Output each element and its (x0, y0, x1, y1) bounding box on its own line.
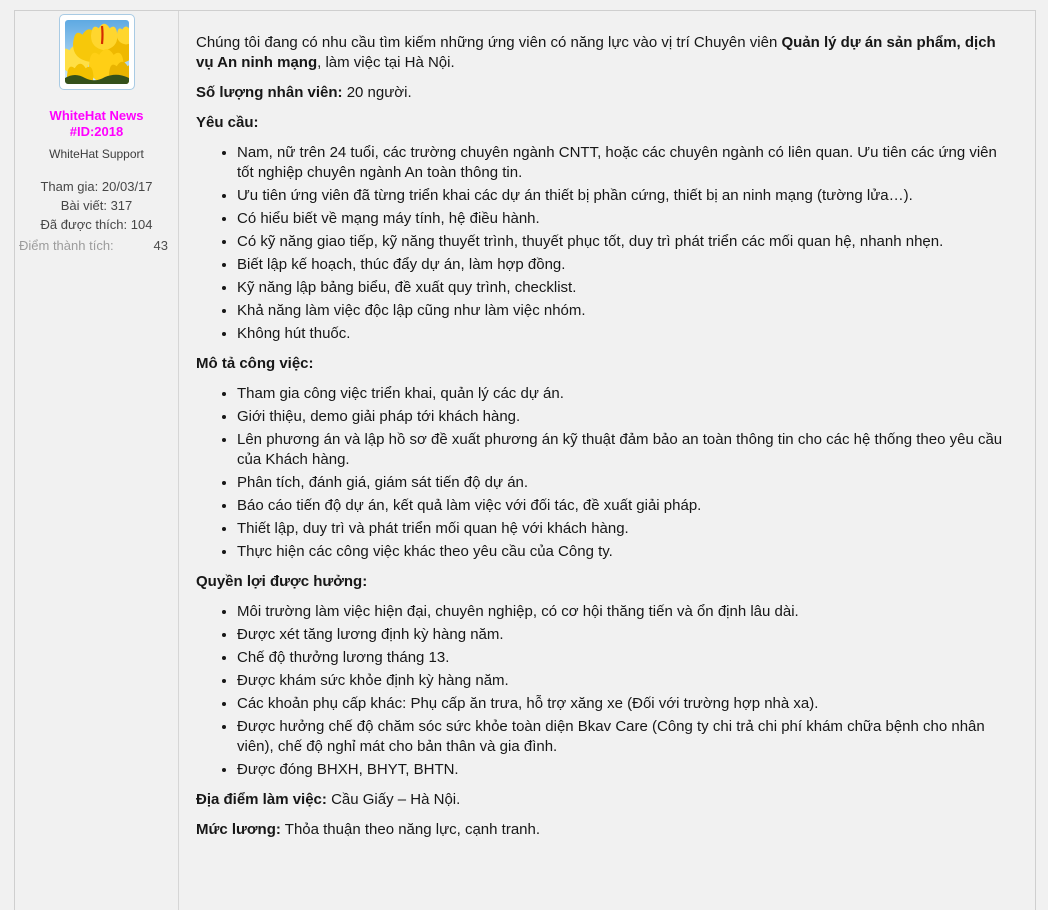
stat-messages (15, 196, 178, 215)
stat-value: 20/03/17 (101, 179, 153, 194)
list-item: • Tham gia công việc triển khai, quản lý các dự án. (237, 384, 1015, 404)
list-item: • Nam, nữ trên 24 tuổi, các trường chuyên ngành CNTT, hoặc các chuyên ngành có liên quan. Ưu tiên các ứng viên tốt nghiệp chuyên ngành An toàn thông tin. (237, 143, 1015, 183)
user-stats (15, 177, 178, 234)
trophy-label: Điểm thành tích: (19, 238, 114, 253)
benefits-list (196, 602, 1015, 780)
trophy-points-row (15, 238, 178, 253)
list-item: • Khả năng làm việc độc lập cũng như làm việc nhóm. (237, 301, 1015, 321)
stat-label: Đã được thích: (40, 217, 128, 232)
list-item: • Được xét tăng lương định kỳ hàng năm. (237, 625, 1015, 645)
section-heading-job-description: Mô tả công việc: (196, 355, 314, 372)
requirements-list (196, 143, 1015, 344)
user-title: WhiteHat Support (49, 147, 144, 161)
post-message (179, 11, 1035, 910)
forum-post (14, 10, 1036, 910)
section-heading-benefits: Quyền lợi được hưởng: (196, 573, 368, 590)
list-item: • Được hưởng chế độ chăm sóc sức khỏe toàn diện Bkav Care (Công ty chi trả chi phí khám chữa bệnh cho nhân viên), chế độ nghỉ mát cho bản thân và gia đình. (237, 717, 1015, 757)
list-item: • Phân tích, đánh giá, giám sát tiến độ dự án. (237, 473, 1015, 493)
work-location-line (196, 790, 1015, 810)
work-location-label: Địa điểm làm việc: (196, 791, 327, 808)
stat-value: 104 (130, 217, 153, 232)
intro-paragraph (196, 33, 1015, 73)
list-item: • Thiết lập, duy trì và phát triển mối quan hệ với khách hàng. (237, 519, 1015, 539)
intro-text-bold: Quản lý dự án sản phẩm, dịch vụ An ninh mạng (196, 34, 996, 71)
intro-text-post: , làm việc tại Hà Nội. (317, 54, 455, 71)
tulips-avatar-image (65, 20, 129, 84)
salary-line (196, 820, 1015, 840)
list-item: • Ưu tiên ứng viên đã từng triển khai các dự án thiết bị phần cứng, thiết bị an ninh mạng (tường lửa…). (237, 186, 1015, 206)
list-item: • Chế độ thưởng lương tháng 13. (237, 648, 1015, 668)
salary-value: Thỏa thuận theo năng lực, cạnh tranh. (280, 821, 541, 838)
stat-label: Bài viết: (60, 198, 107, 213)
list-item: • Báo cáo tiến độ dự án, kết quả làm việc với đối tác, đề xuất giải pháp. (237, 496, 1015, 516)
list-item: • Được khám sức khỏe định kỳ hàng năm. (237, 671, 1015, 691)
salary-label: Mức lương: (196, 821, 281, 838)
work-location-value: Cầu Giấy – Hà Nội. (326, 791, 461, 808)
trophy-value: 43 (153, 238, 168, 253)
list-item: • Không hút thuốc. (237, 324, 1015, 344)
job-description-list (196, 384, 1015, 562)
list-item: • Được đóng BHXH, BHYT, BHTN. (237, 760, 1015, 780)
list-item: • Môi trường làm việc hiện đại, chuyên nghiệp, có cơ hội thăng tiến và ổn định lâu dài. (237, 602, 1015, 622)
intro-text-pre: Chúng tôi đang có nhu cầu tìm kiếm những ứng viên có năng lực vào vị trí Chuyên viên (196, 34, 782, 51)
stat-joined (15, 177, 178, 196)
stat-label: Tham gia: (40, 179, 99, 194)
stat-value: 317 (110, 198, 133, 213)
list-item: • Có hiểu biết về mạng máy tính, hệ điều hành. (237, 209, 1015, 229)
username-link[interactable] (15, 108, 178, 140)
list-item: • Các khoản phụ cấp khác: Phụ cấp ăn trưa, hỗ trợ xăng xe (Đối với trường hợp nhà xa). (237, 694, 1015, 714)
section-heading-requirements: Yêu cầu: (196, 114, 259, 131)
user-avatar[interactable] (59, 14, 135, 90)
username-line1: WhiteHat News (49, 108, 144, 123)
list-item: • Có kỹ năng giao tiếp, kỹ năng thuyết trình, thuyết phục tốt, duy trì phát triển các mối quan hệ, nhanh nhẹn. (237, 232, 1015, 252)
list-item: • Thực hiện các công việc khác theo yêu cầu của Công ty. (237, 542, 1015, 562)
username-line2: #ID:2018 (69, 124, 124, 139)
list-item: • Biết lập kế hoạch, thúc đẩy dự án, làm hợp đồng. (237, 255, 1015, 275)
list-item: • Giới thiệu, demo giải pháp tới khách hàng. (237, 407, 1015, 427)
list-item: • Lên phương án và lập hồ sơ đề xuất phương án kỹ thuật đảm bảo an toàn thông tin cho các hệ thống theo yêu cầu của Khách hàng. (237, 430, 1015, 470)
staff-count-value: 20 người. (342, 84, 412, 101)
stat-likes (15, 215, 178, 234)
list-item: • Kỹ năng lập bảng biểu, đề xuất quy trình, checklist. (237, 278, 1015, 298)
staff-count-label: Số lượng nhân viên: (196, 84, 343, 101)
staff-count-line (196, 83, 1015, 103)
user-info-panel (15, 11, 179, 910)
